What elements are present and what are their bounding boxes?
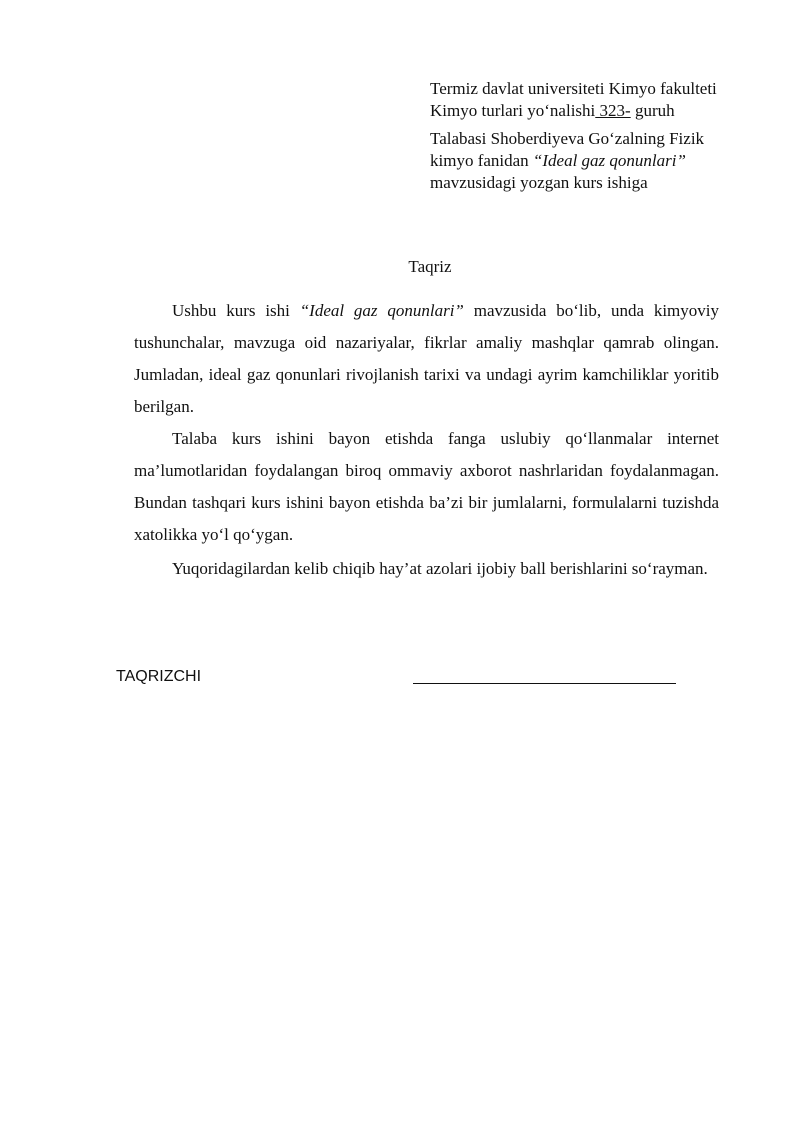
addressee-block: [430, 78, 740, 194]
paragraph-topic: “Ideal gaz qonunlari”: [299, 301, 464, 320]
closing-paragraph: Yuqoridagilardan kelib chiqib hay’at azolari ijobiy ball berishlarini so‘rayman.: [172, 559, 708, 578]
paragraph-2: Talaba kurs ishini bayon etishda fanga uslubiy qo‘llanmalar internet ma’lumotlaridan foydalangan biroq ommaviy axborot nashrlaridan foydalanmagan. Bundan tashqari kurs ishini bayon etishda ba’zi bir jumlalarni, formulalarni tuzishda xatolikka yo‘l qo‘ygan.: [134, 429, 719, 544]
addressee-student: Talabasi Shoberdiyeva Go‘zalning Fizik kimyo fanidan “Ideal gaz qonunlari” mavzusidagi yozgan kurs ishiga: [430, 129, 705, 192]
topic-title: “Ideal gaz qonunlari”: [532, 151, 686, 170]
signature-line: [413, 683, 676, 684]
group-number: 323-: [595, 101, 631, 120]
paragraph-1: Ushbu kurs ishi “Ideal gaz qonunlari” mavzusida bo‘lib, unda kimyoviy tushunchalar, mavzuga oid nazariyalar, fikrlar amaliy mashqlar qamrab olingan. Jumladan, ideal gaz qonunlari rivojlanish tarixi va undagi ayrim kamchiliklar yoritib berilgan.: [134, 301, 719, 416]
addressee-faculty: Termiz davlat universiteti Kimyo fakulteti Kimyo turlari yo‘nalishi 323- guruh: [430, 79, 717, 120]
reviewer-label: TAQRIZCHI: [116, 668, 202, 685]
review-body: [134, 295, 719, 551]
document-title: Taqriz: [408, 257, 452, 276]
